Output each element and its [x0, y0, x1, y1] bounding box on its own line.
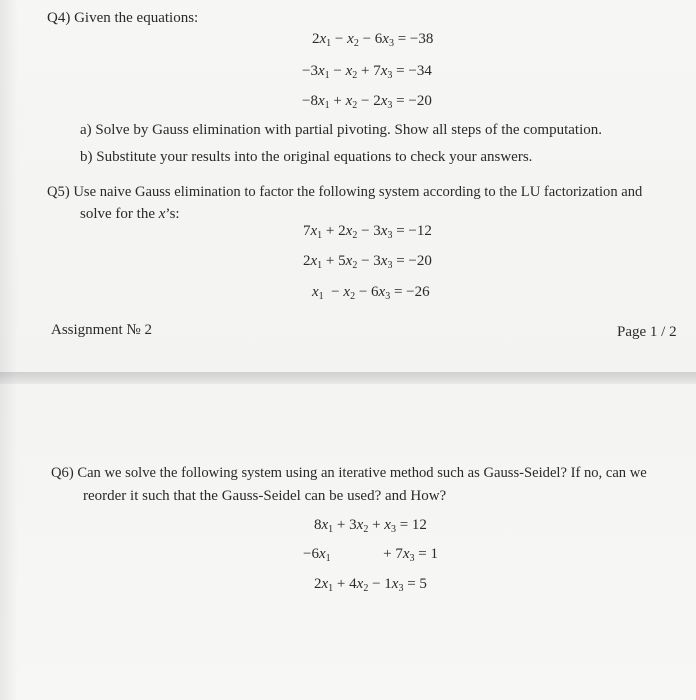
q6-equation-2: $-6x_1$ + $7x_3 = 1$ — [303, 546, 438, 564]
assignment-label: Assignment № 2 — [51, 322, 152, 338]
var-x: x — [319, 31, 327, 47]
q5-title-line-1: Q5) Use naive Gauss elimination to factor the following system according to the LU factorization and — [47, 184, 643, 200]
q4-part-b: b) Substitute your results into the original equations to check your answers. — [80, 149, 533, 165]
q5-equation-1: $7x_1 + 2x_2 - 3x_3 = -12$ — [303, 223, 432, 241]
photo-edge-shadow — [0, 0, 18, 700]
page-2 — [0, 384, 696, 700]
q5-equation-3: $x_1 - x_2 - 6x_3 = -26$ — [312, 284, 430, 302]
q4-part-a: a) Solve by Gauss elimination with partial pivoting. Show all steps of the computation. — [80, 122, 603, 138]
q6-title-line-2: reorder it such that the Gauss-Seidel can be used? and How? — [83, 488, 447, 504]
q6-title-line-1: Q6) Can we solve the following system using an iterative method such as Gauss-Seidel? If no, can we — [51, 465, 647, 481]
q6-equation-1: $8x_1 + 3x_2 + x_3 = 12$ — [314, 517, 427, 535]
page-number: Page 1 / 2 — [617, 324, 677, 340]
q5-equation-2: $2x_1 + 5x_2 - 3x_3 = -20$ — [303, 253, 432, 271]
q4-equation-1: $2x_1 - x_2 - 6x_3 = -38$ — [312, 31, 434, 49]
q4-title: Q4) Given the equations: — [47, 10, 199, 26]
q6-equation-3: $2x_1 + 4x_2 - 1x_3 = 5$ — [314, 576, 427, 594]
page-separator — [0, 372, 696, 384]
q5-title-line-2: solve for the x’s: — [80, 206, 180, 222]
q4-equation-2: $-3x_1 - x_2 + 7x_3 = -34$ — [302, 63, 432, 81]
q4-equation-3: $-8x_1 + x_2 - 2x_3 = -20$ — [302, 93, 432, 111]
